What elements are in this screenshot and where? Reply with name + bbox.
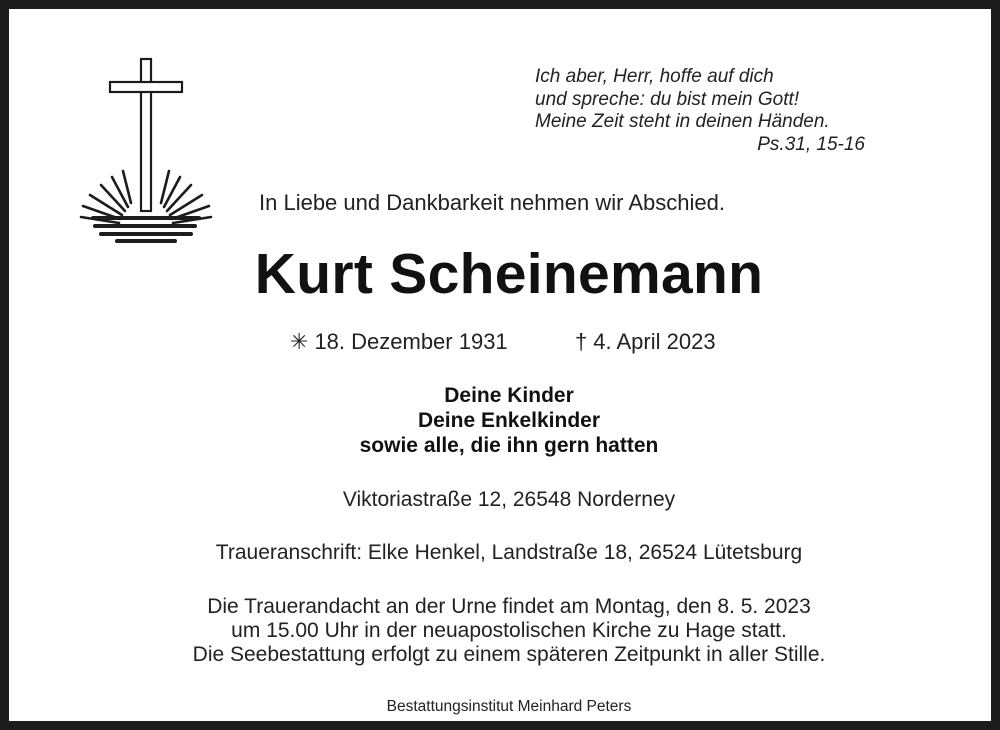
funeral-home: Bestattungsinstitut Meinhard Peters [386,698,632,715]
service-line: Die Seebestattung erfolgt zu einem späteren Zeitpunkt in aller Stille. [192,643,826,666]
birth-date [290,329,508,355]
deceased-name: Kurt Scheinemann [254,242,764,306]
verse-line: und spreche: du bist mein Gott! [535,88,800,110]
verse-line: Ich aber, Herr, hoffe auf dich [535,66,774,87]
mourning-address: Traueranschrift: Elke Henkel, Landstraße 18, 26524 Lütetsburg [215,541,803,564]
service-line: um 15.00 Uhr in der neuapostolischen Kirche zu Hage statt. [231,619,787,642]
mourner-line: sowie alle, die ihn gern hatten [359,434,659,457]
verse-line: Meine Zeit steht in deinen Händen. [535,111,830,132]
service-details [9,595,1000,667]
birth-star-icon: ✳ [290,329,309,354]
farewell-intro: In Liebe und Dankbarkeit nehmen wir Abschied. [259,190,725,215]
mourner-line: Deine Enkelkinder [417,409,601,432]
home-address: Viktoriastraße 12, 26548 Norderney [342,488,676,511]
verse-reference: Ps.31, 15-16 [757,133,865,155]
service-line: Die Trauerandacht an der Urne findet am Montag, den 8. 5. 2023 [207,595,811,618]
death-cross-icon: † [575,329,588,354]
cross-sunrise-water-icon [75,53,217,245]
birth-date-text: 18. Dezember 1931 [314,329,508,354]
death-date [575,329,716,355]
mourners [9,383,1000,458]
bible-verse [535,66,865,156]
mourner-line: Deine Kinder [444,384,574,407]
death-date-text: 4. April 2023 [593,329,716,354]
